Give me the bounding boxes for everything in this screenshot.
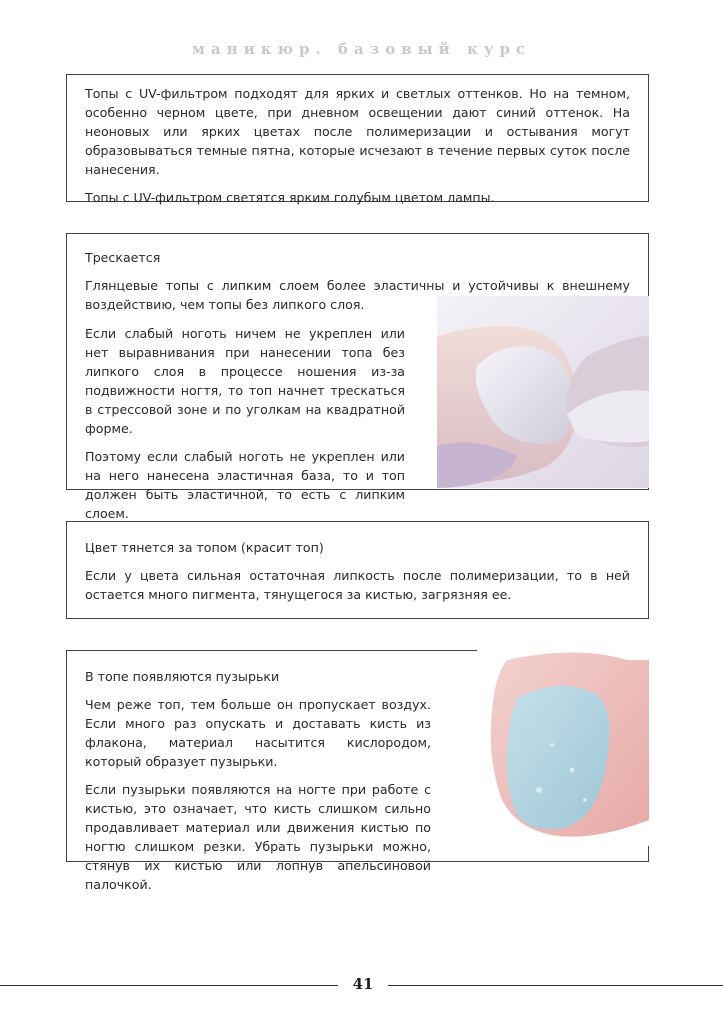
uv-filter-note-box — [66, 74, 649, 205]
footer-divider — [0, 985, 338, 986]
paragraph: Если у цвета сильная остаточная липкость после полимеризации, то в ней остается много пигмента, тянущегося за кистью, загрязняя ее. — [85, 568, 630, 602]
section-title: Трескается — [85, 250, 161, 265]
paragraph: Чем реже топ, тем больше он пропускает воздух. Если много раз опускать и доставать кисть из флакона, материал насытится кислородом, который образует пузырьки. — [85, 697, 431, 769]
text-column — [85, 695, 431, 894]
paragraph: Топы с UV-фильтром светятся ярким голубым цветом лампы. — [85, 190, 495, 205]
paragraph: Если пузырьки появляются на ногте при работе с кистью, это означает, что кисть слишком сильно продавливает материал или движения кистью по ногтю слишком резки. Убрать пузырьки можно, стянув их кистью или лопнув апельсиновой палочкой. — [85, 782, 431, 892]
paragraph: Топы с UV-фильтром подходят для ярких и светлых оттенков. Но на темном, особенно черном цвете, при дневном освещении дают синий оттенок. На неоновых или ярких цветах после полимеризации и остывания могут образовываться темные пятна, которые исчезают в течение первых суток после нанесения. — [85, 86, 630, 177]
cracking-section-box — [66, 233, 649, 521]
paragraph: Если слабый ноготь ничем не укреплен или нет выравнивания при нанесении топа без липкого слоя в процессе ношения из-за подвижности ногтя, то топ начнет трескаться в стрессовой зоне и по уголкам на квадратной форме. — [85, 326, 405, 436]
footer-divider — [388, 985, 723, 986]
bubbles-section-box — [66, 650, 649, 892]
blue-nail-bubbles-photo-icon — [477, 650, 649, 846]
paragraph: Поэтому если слабый ноготь не укреплен или на него нанесена эластичная база, то и топ должен быть эластичной, то есть с липким слоем. — [85, 449, 405, 521]
running-header: маникюр. базовый курс — [191, 40, 532, 58]
section-title: В топе появляются пузырьки — [85, 669, 280, 684]
color-drag-section-box — [66, 521, 649, 619]
intro-paragraph: Глянцевые топы с липким слоем более эластичны и устойчивы к внешнему воздействию, чем топы без липкого слоя. — [85, 278, 630, 312]
page-number: 41 — [352, 975, 374, 993]
section-title: Цвет тянется за топом (красит топ) — [85, 540, 324, 555]
text-column — [85, 324, 405, 523]
nail-bending-photo-icon — [437, 296, 649, 488]
